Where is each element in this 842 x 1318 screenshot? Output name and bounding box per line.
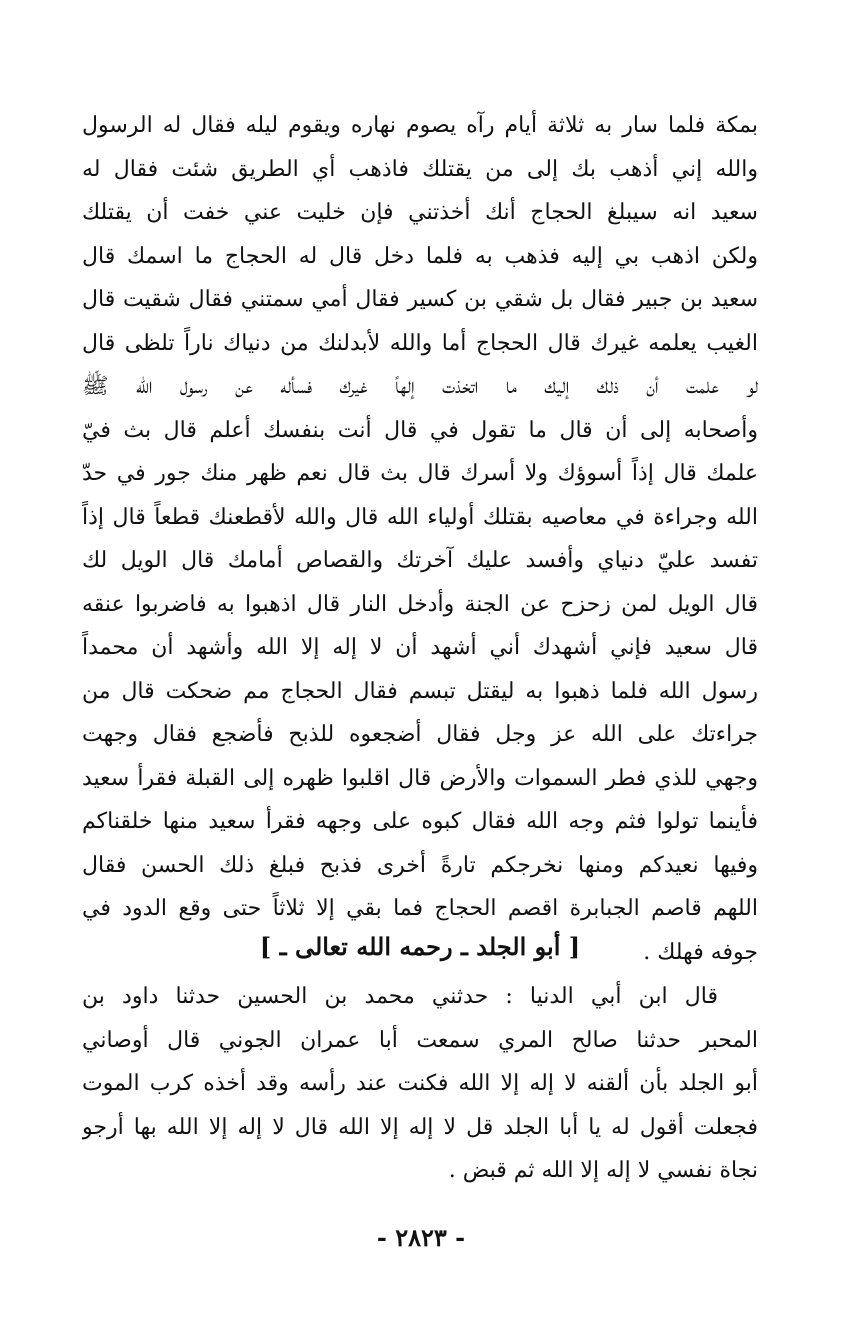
text-line: علمك قال إذاً أسوؤك ولا أسرك قال بث قال نعم ظهر منك جور في حدّ [82, 461, 758, 486]
text-line: رسول الله فلما ذهبوا به ليقتل تبسم فقال الحجاج مم ضحكت قال من [82, 678, 758, 704]
text-line: سعيد انه سيبلغ الحجاج أنك أخذتني فإن خليت عني خفت أن يقتلك [82, 200, 758, 225]
text-line: جوفه فهلك . [643, 939, 758, 965]
text-line: اللهم قاصم الجبابرة اقصم الحجاج فما بقي إلا ثلاثاً حتى وقع الدود في [82, 896, 758, 921]
text-line: وفيها نعيدكم ومنها نخرجكم تارةً أخرى فذبح فبلغ ذلك الحسن فقال [82, 852, 758, 878]
paragraph-said-ibn-jubayr [82, 104, 758, 974]
text-line: نجاة نفسي لا إله إلا الله ثم قبض . [448, 1158, 758, 1183]
text-line: فأينما تولوا فثم وجه الله فقال كبوه على وجهه فقرأ سعيد منها خلقناكم [82, 809, 758, 834]
text-line: الله وجراءة في معاصيه بقتلك أولياء الله قال والله لأقطعنك قطعاً قال إذاً [82, 504, 758, 530]
text-line: والله إني أذهب بك إلى من يقتلك فاذهب أي الطريق شئت فقال له [82, 156, 758, 182]
text-line: قال ابن أبي الدنيا : حدثني محمد بن الحسين حدثنا داود بن [82, 984, 718, 1009]
text-line: الغيب يعلمه غيرك قال الحجاج أما والله لأبدلنك من دنياك ناراً تلظى قال [82, 330, 758, 356]
paragraph-abu-al-jald [82, 975, 758, 1193]
text-line: لو علمت أن ذلك إليك ما اتخذت إلهاً غيرك فسأله عن رسول الله ﷺ [82, 374, 758, 399]
text-line: ولكن اذهب بي إليه فذهب به فلما دخل قال له الحجاج ما اسمك قال [82, 243, 758, 269]
text-line: وأصحابه إلى أن قال ما تقول في قال أنت بنفسك أعلم قال بث فيّ [82, 417, 758, 443]
text-line: فجعلت أقول له يا أبا الجلد قل لا إله إلا الله قال لا إله إلا الله بها أرجو [82, 1114, 758, 1140]
text-line: وجهي للذي فطر السموات والأرض قال اقلبوا ظهره إلى القبلة فقرأ سعيد [82, 765, 758, 791]
text-line: المحبر حدثنا صالح المري سمعت أبا عمران الجوني قال أوصاني [82, 1027, 758, 1053]
page-number: - ٢٨٢٣ - [376, 1223, 466, 1252]
text-line: جراءتك على الله عز وجل فقال أضجعوه للذبح فأضجع فقال وجهت [82, 722, 758, 747]
text-line: سعيد بن جبير فقال بل شقي بن كسير فقال أمي سمتني فقال شقيت قال [82, 287, 758, 312]
section-heading: [ أبو الجلد ـ رحمه الله تعالى ـ ] [259, 932, 581, 961]
text-line: قال الويل لمن زحزح عن الجنة وأدخل النار قال اذهبوا به فاضربوا عنقه [82, 591, 758, 617]
text-line: بمكة فلما سار به ثلاثة أيام رآه يصوم نهاره ويقوم ليله فقال له الرسول [82, 113, 758, 138]
text-line: تفسد عليّ دنياي وأفسد عليك آخرتك والقصاص أمامك قال الويل لك [82, 548, 758, 573]
text-line: أبو الجلد بأن ألقنه لا إله إلا الله فكنت عند رأسه وقد أخذه كرب الموت [82, 1071, 758, 1096]
text-line: قال سعيد فإني أشهدك أني أشهد أن لا إله إلا الله وأشهد أن محمداً [82, 635, 758, 660]
